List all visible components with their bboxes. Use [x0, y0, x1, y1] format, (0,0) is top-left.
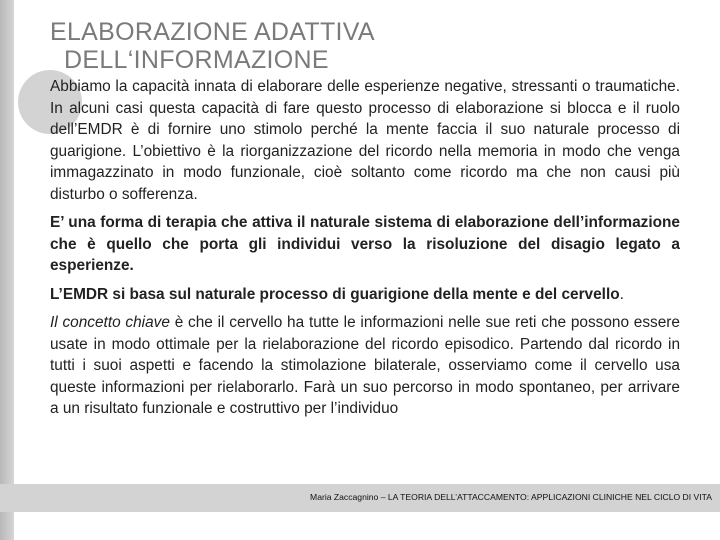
paragraph-key-concept	[50, 312, 680, 420]
key-concept-label: Il concetto chiave	[50, 314, 170, 331]
paragraph-definition: E’ una forma di terapia che attiva il naturale sistema di elaborazione dell’informazione che è quello che porta gli individui verso la risoluzione del disagio legato a esperienze.	[50, 214, 680, 274]
healing-statement: L’EMDR si basa sul naturale processo di guarigione della mente e del cervello	[50, 285, 620, 303]
paragraph-intro: Abbiamo la capacità innata di elaborare delle esperienze negative, stressanti o traumatiche. In alcuni casi questa capacità di fare questo processo di elaborazione si blocca e il ruolo dell’EMDR è di fornire uno stimolo perché la mente faccia il suo naturale processo di guarigione. L’obiettivo è la riorganizzazione del ricordo nella memoria in modo che venga immagazzinato in modo funzionale, cioè soltanto come ricordo ma che non causi più disturbo o sofferenza.	[50, 78, 680, 203]
slide-body	[50, 76, 680, 427]
footer-text: Maria Zaccagnino – LA TEORIA DELL’ATTACCAMENTO: APPLICAZIONI CLINICHE NEL CICLO DI VITA	[310, 492, 712, 502]
slide-title	[50, 18, 375, 74]
footer-bar	[0, 484, 720, 512]
title-line-2: DELL‘INFORMAZIONE	[64, 46, 329, 74]
title-line-1: ELABORAZIONE ADATTIVA	[50, 18, 375, 46]
paragraph-healing	[50, 284, 680, 306]
key-concept-text: è che il cervello ha tutte le informazioni nelle sue reti che possono essere usate in modo ottimale per la rielaborazione del ricordo episodico. Partendo dal ricordo in tutti i suoi aspetti e facendo la stimolazione bilaterale, osserviamo come il cervello usa queste informazioni per rielaborarlo. Farà un suo percorso in modo spontaneo, per arrivare a un risultato funzionale e costruttivo per l’individuo	[50, 314, 680, 417]
left-accent-bar	[0, 0, 14, 540]
healing-period: .	[619, 285, 624, 303]
